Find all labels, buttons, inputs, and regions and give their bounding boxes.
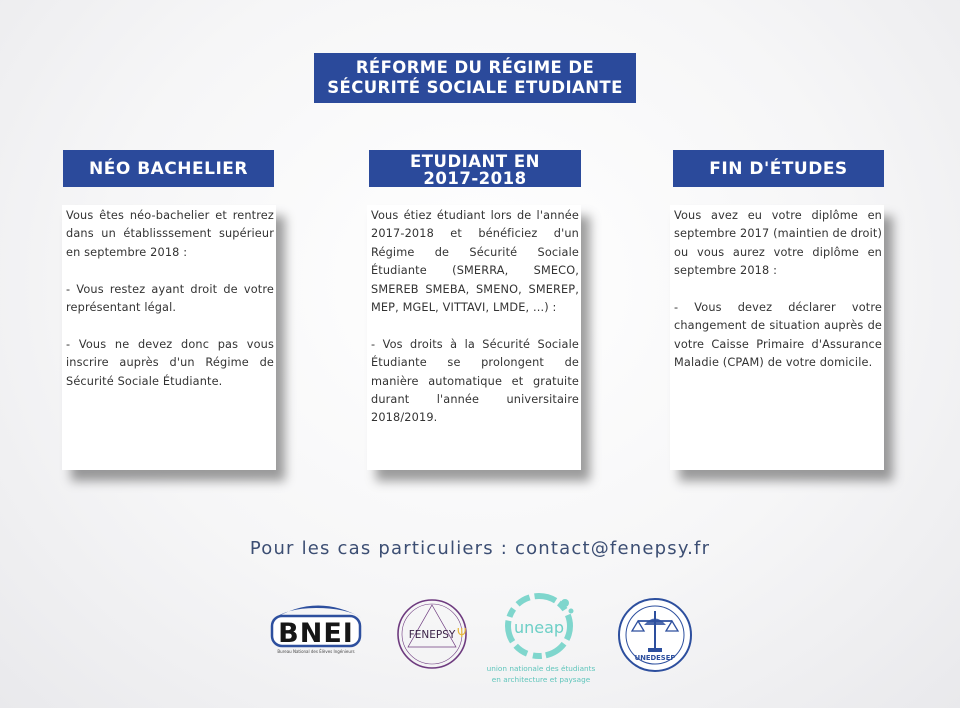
heading-label-line-2: 2017-2018: [423, 169, 527, 188]
heading-fin-etudes: [673, 150, 884, 187]
card-neo-bachelier: [62, 205, 276, 470]
heading-label-line-1: ETUDIANT EN: [410, 152, 540, 171]
fenepsy-logo: [395, 597, 469, 671]
uneap-logo: [478, 590, 604, 688]
heading-label: NÉO BACHELIER: [88, 158, 248, 179]
contact-line: Pour les cas particuliers : contact@fenepsy.fr: [249, 538, 711, 559]
uneap-logo-subtitle-1: union nationale des étudiants: [486, 664, 596, 673]
uneap-logo-subtitle-2: en architecture et paysage: [491, 675, 591, 684]
psi-icon: Ψ: [457, 626, 467, 640]
uneap-logo-text: uneap: [513, 618, 565, 637]
unedesep-logo-text: UNEDESEP: [634, 654, 676, 662]
card-paragraph: - Vous devez déclarer votre changement de situation auprès de votre Caisse Primaire d'Assurance Maladie (CPAM) de votre domicile.: [674, 301, 882, 370]
card-paragraph: - Vous restez ayant droit de votre représentant légal.: [66, 282, 274, 315]
heading-neo-bachelier: [63, 150, 274, 187]
title-line-2: SÉCURITÉ SOCIALE ETUDIANTE: [327, 78, 623, 97]
card-paragraph: Vous avez eu votre diplôme en septembre 2017 (maintien de droit) ou vous aurez votre diplôme en septembre 2018 :: [674, 209, 883, 278]
fenepsy-logo-text: FENEPSY: [408, 629, 456, 641]
page-title: [314, 53, 636, 103]
card-paragraph: Vous êtes néo-bachelier et rentrez dans un établisssement supérieur en septembre 2018 :: [66, 209, 274, 259]
card-paragraph: Vous étiez étudiant lors de l'année 2017-2018 et bénéficiez d'un Régime de Sécurité Sociale Étudiante (SMERRA, SMECO, SMEREB SMEBA, SMENO, SMEREP, MEP, MGEL, VITTAVI, LMDE, ...) :: [371, 209, 579, 315]
unedesep-logo: [617, 597, 693, 673]
card-fin-etudes: [670, 205, 884, 470]
bnei-logo-text: BNEI: [278, 618, 354, 649]
bnei-logo-subtitle: Bureau National des Élèves Ingénieurs: [277, 649, 355, 654]
card-etudiant-2017-2018: [367, 205, 581, 470]
heading-label: FIN D'ÉTUDES: [709, 158, 848, 179]
heading-etudiant-2017-2018: [369, 150, 581, 187]
card-paragraph: - Vos droits à la Sécurité Sociale Étudiante se prolongent de manière automatique et gratuite durant l'année universitaire 2018/2019.: [371, 337, 579, 425]
card-paragraph: - Vous ne devez donc pas vous inscrire auprès d'un Régime de Sécurité Sociale Étudiante.: [66, 337, 274, 388]
bnei-logo: [266, 598, 366, 660]
title-line-1: RÉFORME DU RÉGIME DE: [355, 58, 595, 77]
